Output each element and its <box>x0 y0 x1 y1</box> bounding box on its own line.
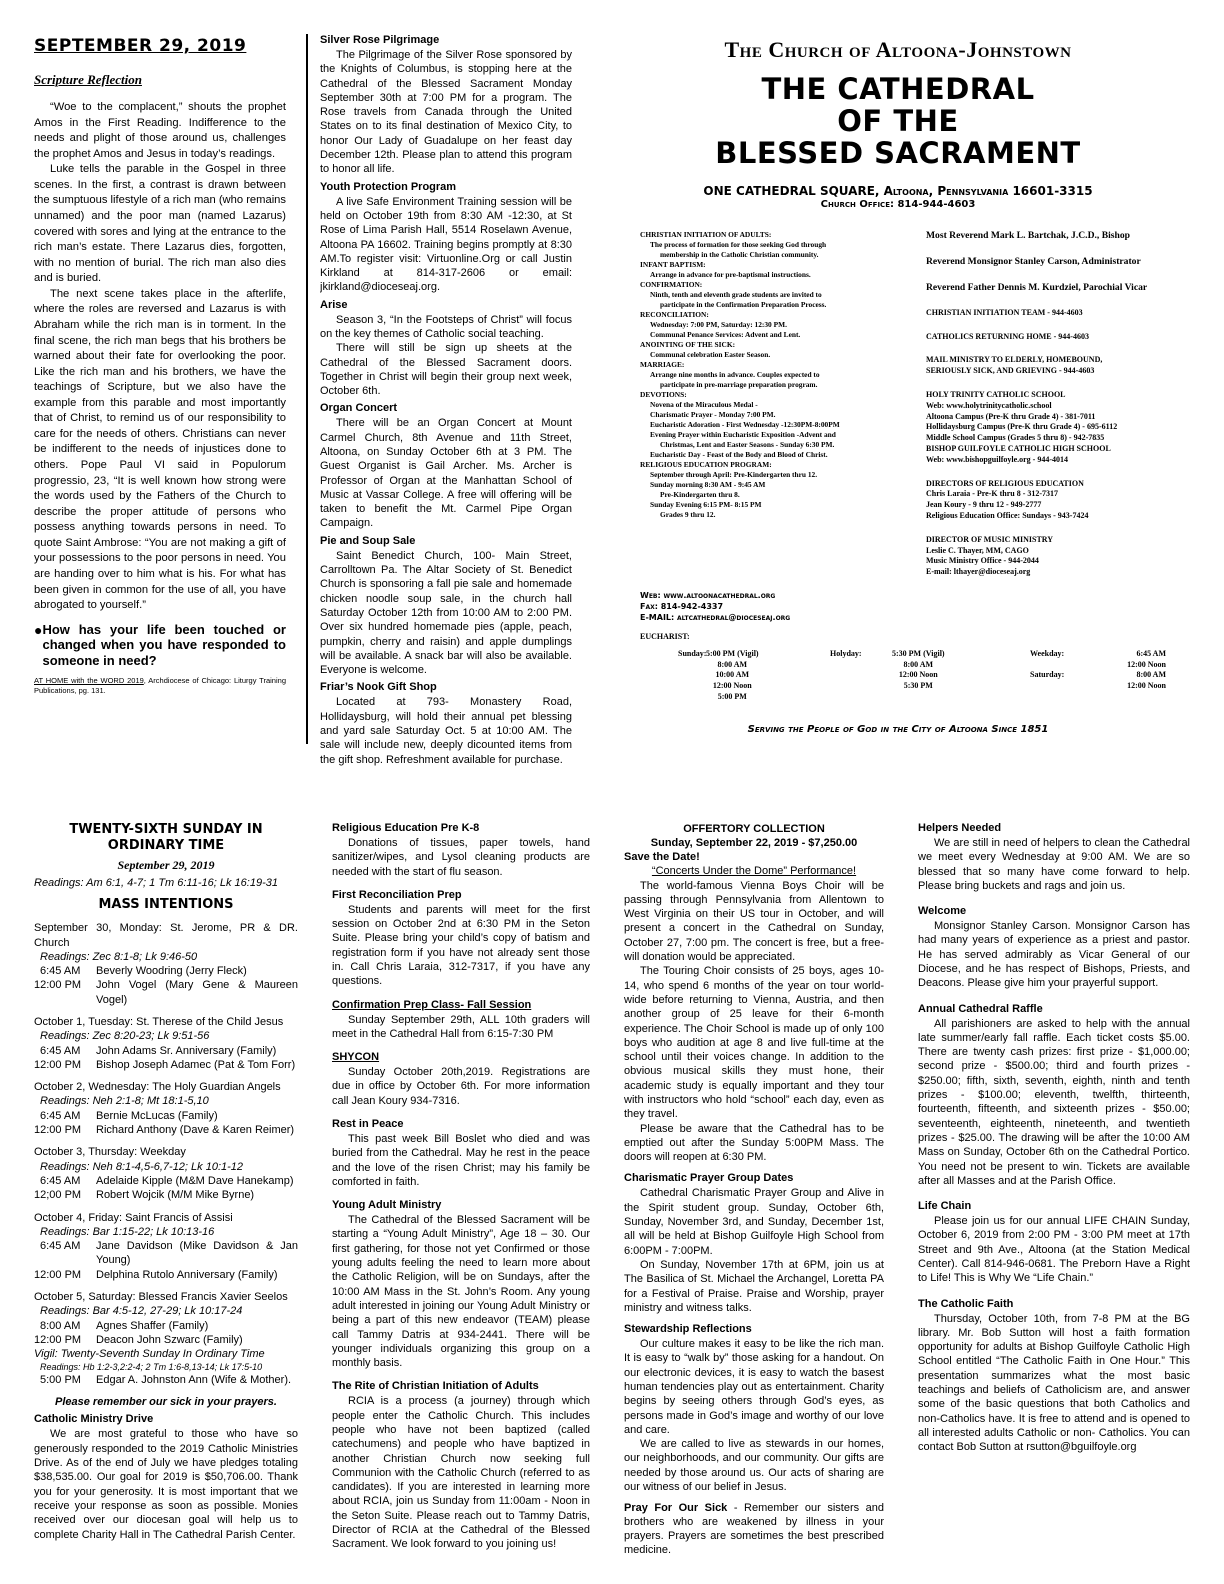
intention-date: October 5, Saturday: Blessed Francis Xavier Seelos <box>34 1291 288 1304</box>
ministry-line: HOLY TRINITY CATHOLIC SCHOOL <box>926 390 1066 399</box>
section-heading: The Rite of Christian Initiation of Adults <box>332 1380 539 1393</box>
sacrament-line: Charismatic Prayer - Monday 7:00 PM. <box>650 409 776 419</box>
reflection-paragraph: “Woe to the complacent,” shouts the prophet Amos in the First Reading. Indifference to the needs and plight of those around us, challenges the prophet Amos and Jesus in today’s readings. <box>34 101 286 160</box>
intention-name: Edgar A. Johnston Ann (Wife & Mother). <box>96 1374 292 1387</box>
sacrament-line: Wednesday: 7:00 PM, Saturday: 12:30 PM. <box>650 319 787 329</box>
save-date-heading: Save the Date! <box>624 850 700 863</box>
saturday-times <box>1090 670 1166 681</box>
ministry-line: Hollidaysburg Campus (Pre-K thru Grade 4) - 695-6112 <box>926 422 1118 432</box>
sacrament-line: Christmas, Lent and Easter Seasons - Sunday 6:30 PM. <box>660 439 835 449</box>
saturday-label: Saturday: <box>1030 670 1065 680</box>
mass-time: 8:00 AM <box>717 659 748 669</box>
vigil-title: Vigil: Twenty-Seventh Sunday In Ordinary Time <box>34 1348 265 1361</box>
ministry-line: CHRISTIAN INITIATION TEAM - 944-4603 <box>926 307 1083 317</box>
section-heading: Annual Cathedral Raffle <box>918 1002 1043 1015</box>
intention-row <box>34 1239 298 1268</box>
intention-readings: Readings: Bar 1:15-22; Lk 10:13-16 <box>40 1225 215 1238</box>
pray-for-sick-note: Please remember our sick in your prayers. <box>55 1395 277 1408</box>
bulletin-date: SEPTEMBER 29, 2019 <box>34 36 247 56</box>
ministry-line: Altoona Campus (Pre-K thru Grade 4) - 381-7011 <box>926 411 1096 421</box>
intention-day <box>34 1290 298 1387</box>
eucharist-label: EUCHARIST: <box>640 632 690 641</box>
sacrament-line: Evening Prayer within Eucharistic Exposition -Advent and <box>650 429 836 439</box>
concert-paragraph: The Touring Choir consists of 25 boys, ages 10-14, who spend 6 months of the year on tour world-wide before returning to Vienna, Austria, and then another group of 25 leave for their 6-month experience. The Choir School is made up of only 100 boys who audition at age 8 and live full-time at the school until their voices change. In addition to the obvious musical skills they must hone, their academic study is equally important and they tour with instructors who hold “school” each day, even as they travel. <box>624 965 884 1121</box>
section-heading: Pie and Soup Sale <box>320 534 416 547</box>
section-heading: Young Adult Ministry <box>332 1199 442 1212</box>
ministry-line: Leslie C. Thayer, MM, CAGO <box>926 545 1029 555</box>
mass-time: 5:00 PM <box>717 691 747 701</box>
section-paragraph: Thursday, October 10th, from 7-8 PM at the BG library. Mr. Bob Sutton will host a faith formation opportunity for adults at Bishop Guilfoyle Catholic High School entitled “The Catholic Faith in One Hour.” This presentation summarizes what the most basic teachings and beliefs of Catholicism are, and answer some of the basic questions that both Catholics and non-Catholics have. It is free to attend and is opened to all interested adults Catholic or non- Catholics. You can contact Bob Sutton at rsutton@bguilfoyle.org <box>918 1312 1190 1454</box>
section-paragraph: RCIA is a process (a journey) through which people enter the Catholic Church. This includes people who have not been baptized (called catechumens) and people who have baptized in another Christian Church now seeking full Communion with the Catholic Church (referred to as candidates). If you are interested in learning more about RCIA, join us Sunday from 11:00am - Noon in the Seton Suite. Please reach out to Tammy Datris, Director of RCIA at the Cathedral of the Blessed Sacrament. We look forward to you joining us! <box>332 1395 590 1551</box>
intention-day <box>34 1015 298 1072</box>
reflection-paragraph: The next scene takes place in the afterlife, where the roles are reversed and Lazarus is with Abraham while the rich man is in torment. In the final scene, the rich man begs that his brothers be warned about their fate for overlooking the poor. Like the rich man and his brothers, we have the teachings of Scripture, but we also have the example from this parable and most importantly that of Christ, to remind us of our responsibility to care for the needs of others. Christians can never be indifferent to the needs of injustices done to others. Pope Paul VI said in Populorum progressio, 23, “It is well known how strong were the words used by the Fathers of the Church to describe the proper attitude of persons who possess anything towards persons in need. To quote Saint Ambrose: “You are not making a gift of your possessions to the poor persons in need. You are handing over to him what is his. For what has been given in common for the use of all, you have abrogated to yourself.” <box>34 287 286 612</box>
intention-name: Beverly Woodring (Jerry Fleck) <box>96 965 247 978</box>
intention-row <box>34 1333 298 1347</box>
section-heading: SHYCON <box>332 1051 380 1064</box>
intention-readings: Readings: Bar 4:5-12, 27-29; Lk 10:17-24 <box>40 1305 243 1318</box>
mass-intentions-column <box>34 822 298 1542</box>
sacrament-line: Grades 9 thru 12. <box>660 509 716 519</box>
intention-time: 12:00 PM <box>34 1124 82 1137</box>
section-heading: Religious Education Pre K-8 <box>332 822 480 834</box>
ministry-line: Most Reverend Mark L. Bartchak, J.C.D., Bishop <box>926 230 1130 241</box>
fax-number: Fax: 814-942-4337 <box>640 602 724 612</box>
sacrament-line: The process of formation for those seeking God through <box>650 239 827 249</box>
intention-time: 6:45 AM <box>40 1240 81 1253</box>
intention-readings: Readings: Zec 8:1-8; Lk 9:46-50 <box>40 950 198 963</box>
cathedral-title: THE CATHEDRAL OF THE BLESSED SACRAMENT <box>715 71 1081 170</box>
announcements-column-bottom-4 <box>918 822 1190 1455</box>
intention-date: October 1, Tuesday: St. Therese of the Child Jesus <box>34 1015 284 1028</box>
concert-paragraph: Please be aware that the Cathedral has to be emptied out after the Sunday 5:00PM Mass. The doors will reopen at 6:30 PM. <box>624 1122 884 1164</box>
section-heading: Youth Protection Program <box>320 180 457 193</box>
stewardship-paragraph: We are called to live as stewards in our homes, our neighborhoods, and our community. Our gifts are needed by those around us. Our acts of sharing are our witness of our belief in Jesus. <box>624 1438 884 1494</box>
vigil-readings: Readings: Hb 1:2-3,2:2-4; 2 Tm 1:6-8,13-14; Lk 17:5-10 <box>40 1361 263 1372</box>
reflection-title: Scripture Reflection <box>34 71 142 87</box>
mass-time: 5:30 PM <box>903 681 933 691</box>
charismatic-paragraph: On Sunday, November 17th at 6PM, join us at The Basilica of St. Michael the Archangel, Loretta PA for a Festival of Praise. Praise and Worship, prayer ministry and witness talks. <box>624 1258 884 1314</box>
weekday-times <box>1090 649 1166 660</box>
sacrament-line: Ninth, tenth and eleventh grade students are invited to <box>650 289 822 299</box>
section-heading: Silver Rose Pilgrimage <box>320 34 440 46</box>
mass-time: 5:00 PM (Vigil) <box>706 648 759 658</box>
sacrament-line: INFANT BAPTISM: <box>640 259 706 269</box>
sacrament-line: MARRIAGE: <box>640 359 685 369</box>
ministry-line: Reverend Monsignor Stanley Carson, Administrator <box>926 255 1141 267</box>
mass-time: 8:00 AM <box>1136 670 1166 680</box>
section-paragraph: Season 3, “In the Footsteps of Christ” will focus on the key themes of Catholic social teaching. <box>320 313 572 340</box>
intention-name: Delphina Rutolo Anniversary (Family) <box>96 1268 278 1281</box>
offertory-collection: OFFERTORY COLLECTION Sunday, September 22, 2019 - $7,250.00 <box>650 823 858 850</box>
sacrament-line: participate in pre-marriage preparation program. <box>660 379 818 389</box>
sunday-title: TWENTY-SIXTH SUNDAY IN ORDINARY TIME <box>69 822 263 854</box>
intention-time: 6:45 AM <box>40 1174 81 1187</box>
sacrament-line: September through April: Pre-Kindergarten thru 12. <box>650 469 818 479</box>
mass-time: 12:00 Noon <box>1127 659 1166 669</box>
sunday-label: Sunday: <box>678 648 707 658</box>
sacrament-line: CONFIRMATION: <box>640 279 703 289</box>
reflection-source: AT HOME with the WORD 2019, Archdiocese of Chicago: Liturgy Training Publications, pg. 131. <box>34 676 286 695</box>
drive-heading: Catholic Ministry Drive <box>34 1413 154 1426</box>
sacrament-line: RELIGIOUS EDUCATION PROGRAM: <box>640 459 772 469</box>
section-paragraph: Sunday September 29th, ALL 10th graders will meet in the Cathedral Hall from 6:15-7:30 PM <box>332 1013 590 1040</box>
charismatic-paragraph: Cathedral Charismatic Prayer Group and Alive in the Spirit student group. Sunday, October 6th, Sunday, November 3rd, and Sunday, December 1st, all will be held at Bishop Guilfoyle High School from 6:00PM - 7:00PM. <box>624 1187 884 1257</box>
section-paragraph: Donations of tissues, paper towels, hand sanitizer/wipes, and Lysol cleaning products are needed with the start of flu season. <box>332 836 590 878</box>
sacrament-line: Arrange nine months in advance. Couples expected to <box>650 369 820 379</box>
intention-readings: Readings: Neh 8:1-4,5-6,7-12; Lk 10:1-12 <box>40 1160 244 1173</box>
announcements-column-bottom-3 <box>624 822 884 1558</box>
intention-row <box>34 1044 298 1058</box>
holyday-times <box>892 649 945 703</box>
sunday-date: September 29, 2019 <box>117 857 215 872</box>
intention-date: September 30, Monday: St. Jerome, PR & DR. Church <box>34 922 298 949</box>
sacrament-line: Communal celebration Easter Season. <box>650 349 771 359</box>
section-paragraph: Sunday October 20th,2019. Registrations are due in office by October 6th. For more information call Jean Koury 934-7316. <box>332 1066 590 1107</box>
announcements-column-top <box>320 34 572 767</box>
sacrament-line: Sunday Evening 6:15 PM- 8:15 PM <box>650 499 762 509</box>
section-paragraph: Students and parents will meet for the first session on October 2nd at 6:30 PM in the Seton Suite. Please bring your child’s copy of batism and registration form if you have not already sent those in. Call Chris Laraia, 312-7317, if you have any questions. <box>332 903 590 988</box>
scripture-reflection-column <box>34 36 286 695</box>
stewardship-paragraph: Our culture makes it easy to be like the rich man. It is easy to “walk by” those asking for a handout. On our electronic devices, it is easy to watch the basest human tendencies play out as entertainment. Charity begins by seeing others through God’s eyes, as persons made in God’s image and worthy of our love and care. <box>624 1338 884 1436</box>
announcements-column-bottom-2 <box>332 822 590 1552</box>
sacrament-line: membership in the Catholic Christian community. <box>660 249 819 259</box>
intention-name: John Vogel (Mary Gene & Maureen Vogel) <box>96 979 298 1006</box>
intention-time: 6:45 AM <box>40 1044 81 1057</box>
section-heading: Confirmation Prep Class- Fall Session <box>332 998 532 1011</box>
clergy-and-ministries <box>926 230 1188 578</box>
section-heading: Organ Concert <box>320 402 398 415</box>
section-paragraph: The Pilgrimage of the Silver Rose sponsored by the Knights of Columbus, is stopping here at the Cathedral of the Blessed Sacrament Monday September 30th at 7:00 PM for a program. The Rose travels from Canada through the United States on to its final destination of Mexico City, to honor Our Lady of Guadalupe on her feast day December 12th. Please plan to attend this program to honor all life. <box>320 48 572 176</box>
sacrament-line: Communal Penance Services: Advent and Lent. <box>650 329 801 339</box>
contact-info <box>640 590 900 624</box>
church-name: The Church of Altoona-Johnstown <box>724 37 1072 62</box>
intention-time: 12:00 PM <box>34 979 82 992</box>
intention-readings: Readings: Neh 2:1-8; Mt 18:1-5,10 <box>40 1095 209 1108</box>
mass-time: 10:00 AM <box>715 670 750 680</box>
mass-time: 6:45 AM <box>1136 648 1166 658</box>
mass-intentions-list <box>34 921 298 1387</box>
sacrament-line: RECONCILIATION: <box>640 309 709 319</box>
intention-row <box>34 1188 298 1202</box>
intention-row <box>34 1373 298 1387</box>
intention-row <box>34 1123 298 1137</box>
section-paragraph: All parishioners are asked to help with the annual late summer/early fall raffle. Each ticket costs $5.00. There are twenty cash prizes: first prize - $1,000.00; second prize - $500.00; third and fourth prizes - $250.00; fifth, sixth, seventh, eighth, ninth and tenth prizes - $100.00; eleventh, twelfth, thirteenth, fourteenth, fifteenth, and sixteenth prizes - $50.00; seventeenth, eighteenth, nineteenth, and twentieth prizes - $25.00. The drawing will be after the 10:00 AM Mass on Sunday, October 6th on the Cathedral Portico. You need not be present to win. Tickets are available after all Masses and at the Parish Office. <box>918 1017 1190 1187</box>
reflection-question: ● How has your life been touched or changed when you have responded to someone in need? <box>34 621 286 668</box>
mass-time: 12:00 Noon <box>712 681 752 691</box>
office-phone: Church Office: 814-944-4603 <box>820 198 976 210</box>
intention-row <box>34 1058 298 1072</box>
section-paragraph: Saint Benedict Church, 100- Main Street, Carrolltown Pa. The Altar Society of St. Benedict Church is sponsoring a fall pie sale and homemade chicken noodle soup sale, in the church hall Saturday October 12th from 10:00 AM to 2:00 PM. Over six hundred homemade pies (apple, peach, pumpkin, cherry and raisin) and apple dumplings will be available. A snack bar will also be available. Everyone is welcome. <box>320 549 572 677</box>
intention-readings: Readings: Zec 8:20-23; Lk 9:51-56 <box>40 1030 210 1043</box>
sacrament-line: DEVOTIONS: <box>640 389 687 399</box>
intention-day <box>34 921 298 1007</box>
charismatic-heading: Charismatic Prayer Group Dates <box>624 1172 794 1185</box>
ministry-line: Web: www.holytrinitycatholic.school <box>926 400 1052 410</box>
intention-day <box>34 1080 298 1137</box>
ministry-line: Middle School Campus (Grades 5 thru 8) - 942-7835 <box>926 433 1105 443</box>
ministry-line: DIRECTOR OF MUSIC MINISTRY <box>926 534 1054 544</box>
sacrament-line: Pre-Kindergarten thru 8. <box>660 489 740 499</box>
column-divider <box>306 34 308 744</box>
section-paragraph: We are still in need of helpers to clean the Cathedral we meet every Wednesday at 9:00 AM. We are so blessed that so many have come forward to help. Please bring buckets and rags and join us. <box>918 836 1190 892</box>
sacrament-line: Arrange in advance for pre-baptismal instructions. <box>650 269 811 279</box>
ministry-line: CATHOLICS RETURNING HOME - 944-4603 <box>926 331 1089 341</box>
section-heading: Rest in Peace <box>332 1118 404 1131</box>
intention-date: October 4, Friday: Saint Francis of Assisi <box>34 1211 233 1224</box>
serving-tagline: Serving the People of God in the City of Altoona Since 1851 <box>747 724 1049 735</box>
intention-time: 12:00 PM <box>34 1058 82 1071</box>
sunday-times <box>706 649 759 703</box>
mass-time: 8:00 AM <box>903 659 934 669</box>
intention-day <box>34 1145 298 1202</box>
ministry-line: SERIOUSLY SICK, AND GRIEVING - 944-4603 <box>926 366 1095 376</box>
intention-name: Richard Anthony (Dave & Karen Reimer) <box>96 1124 295 1137</box>
section-paragraph: A live Safe Environment Training session will be held on October 19th from 8:30 AM -12:30, at St Rose of Lima Parish Hall, 5514 Roselawn Avenue, Altoona PA 16602. Training begins promptly at 8:30 AM.To register visit: Virtuonline.Org or call Justin Kirkland at 814-317-2606 or email: jkirkland@dioceseaj.org. <box>320 195 572 294</box>
website-link[interactable]: Web: www.altoonacathedral.org <box>640 591 776 600</box>
intention-row <box>34 964 298 978</box>
intention-row <box>34 1174 298 1188</box>
intention-time: 12:00 PM <box>34 1333 82 1346</box>
section-paragraph: The Cathedral of the Blessed Sacrament will be starting a “Young Adult Ministry”, Age 18 – 30. Our first gathering, for those not yet Confirmed or those young adults feeling the need to learn more about the Catholic Religion, will be on Sundays, after the 10:00 AM Mass in the St. John’s Room. Any young adult interested in joining our Young Adult Ministry or being a part of this new endeavor (TEAM) please call Tammy Datris at 934-2441. There will be younger individuals organizing this group on a monthly basis. <box>332 1214 590 1370</box>
ministry-line: Jean Koury - 9 thru 12 - 949-2777 <box>926 500 1042 510</box>
email-link[interactable]: E-MAIL: altcathedral@dioceseaj.org <box>640 613 791 623</box>
section-heading: The Catholic Faith <box>918 1297 1014 1310</box>
section-heading: Friar’s Nook Gift Shop <box>320 681 437 694</box>
ministry-line: Music Ministry Office - 944-2044 <box>926 556 1039 566</box>
section-paragraph: Please join us for our annual LIFE CHAIN Sunday, October 6, 2019 from 2:00 PM - 3:00 PM meet at 17th Street and 9th Ave., Altoona (at the Station Medical Center). Call 814-946-0681. The Preborn Have a Right to Life! This is Why We “Life Chain.” <box>918 1215 1190 1285</box>
sacrament-line: participate in the Confirmation Preparation Process. <box>660 299 827 309</box>
intention-name: John Adams Sr. Anniversary (Family) <box>96 1044 277 1057</box>
pray-for-sick: Pray For Our Sick - Remember our sisters and brothers who are weakened by illness in your prayers. Prayers are sometimes the best prescribed medicine. <box>624 1502 884 1557</box>
bullet-icon: ● <box>34 621 43 638</box>
intention-row <box>34 1109 298 1123</box>
section-heading: Arise <box>320 298 348 311</box>
stewardship-heading: Stewardship Reflections <box>624 1323 752 1336</box>
ministry-line: MAIL MINISTRY TO ELDERLY, HOMEBOUND, <box>926 355 1103 365</box>
ministry-line: Religious Education Office: Sundays - 943-7424 <box>926 510 1089 520</box>
mass-time: 5:30 PM (Vigil) <box>892 648 945 658</box>
eucharist-schedule <box>640 632 1190 703</box>
section-paragraph: There will still be sign up sheets at the Cathedral of the Blessed Sacrament doors. Together in Christ will begin their group next week, October 6th. <box>320 342 572 398</box>
section-paragraph: This past week Bill Boslet who died and was buried from the Cathedral. May he rest in the peace and the love of the risen Christ; may his family be comforted in faith. <box>332 1133 590 1188</box>
section-paragraph: Monsignor Stanley Carson. Monsignor Carson has had many years of experience as a priest and pastor. He has served admirably as Vicar General of our Diocese, and he has respect of Bishops, Priests, and Deacons. Please give him your prayerful support. <box>918 920 1190 990</box>
concert-paragraph: The world-famous Vienna Boys Choir will be passing through Pennsylvania from Allentown to West Virginia on their US tour in October, and will present a concert in the Cathedral on Sunday, October 27, 7:00 pm. The concert is free, but a free-will donation would be appreciated. <box>624 879 884 964</box>
sacrament-line: Novena of the Miraculous Medal - <box>650 399 758 409</box>
intention-name: Robert Wojcik (M/M Mike Byrne) <box>96 1189 255 1202</box>
ministry-line: BISHOP GUILFOYLE CATHOLIC HIGH SCHOOL <box>926 443 1111 453</box>
drive-paragraph: We are most grateful to those who have so generously responded to the 2019 Catholic Ministries Drive. As of the end of July we have pledges totaling $38,535.00. Our goal for 2019 is $50,706.00. Thank you for your generosity. It is most important that we receive your response as soon as possible. Monies received over our diocesan goal will help us to complete Charity Hall in The Cathedral Parish Center. <box>34 1428 298 1541</box>
intention-row <box>34 1319 298 1333</box>
ministry-line: DIRECTORS OF RELIGIOUS EDUCATION <box>926 478 1084 488</box>
ministry-line: Web: www.bishopguilfoyle.org - 944-4014 <box>926 454 1069 464</box>
intention-time: 12:00 PM <box>34 1268 82 1281</box>
intention-name: Jane Davidson (Mike Davidson & Jan Young) <box>96 1240 298 1267</box>
ministry-line: E-mail: lthayer@dioceseaj.org <box>926 567 1031 577</box>
intention-row <box>34 1268 298 1282</box>
intention-name: Adelaide Kipple (M&M Dave Hanekamp) <box>96 1174 294 1187</box>
section-heading: Helpers Needed <box>918 822 1002 834</box>
intention-time: 5:00 PM <box>40 1374 81 1387</box>
intention-time: 12;00 PM <box>34 1189 82 1202</box>
sacrament-line: Eucharistic Day - Feast of the Body and Blood of Christ. <box>650 449 828 459</box>
section-paragraph: Located at 793- Monastery Road, Hollidaysburg, will hold their annual pet blessing and yard sale Saturday Oct. 5 at 10:00 AM. The sale will include new, deeply dicounted items from the gift shop. Refreshment available for purchase. <box>320 696 572 766</box>
intention-time: 6:45 AM <box>40 1109 81 1122</box>
sunday-readings: Readings: Am 6:1, 4-7; 1 Tm 6:11-16; Lk 16:19-31 <box>34 876 278 889</box>
section-paragraph: There will be an Organ Concert at Mount Carmel Church, 8th Avenue and 11th Street, Altoona, on Sunday October 6th at 3 PM. The Guest Organist is Gail Archer. Ms. Archer is Professor of Organ at the Manhattan School of Music at Vassar College. A free will offering will be taken to benefit the Mt. Carmel Pipe Organ Campaign. <box>320 417 572 530</box>
sacraments-list <box>640 230 890 520</box>
intention-name: Agnes Shaffer (Family) <box>96 1319 209 1332</box>
section-heading: Life Chain <box>918 1200 972 1213</box>
section-heading: Welcome <box>918 905 967 918</box>
intention-time: 6:45 AM <box>40 965 81 978</box>
source-link[interactable]: AT HOME with the WORD 2019 <box>34 676 144 686</box>
holyday-label: Holyday: <box>830 648 862 658</box>
mass-time: 12:00 Noon <box>1127 681 1166 691</box>
intention-name: Bishop Joseph Adamec (Pat & Tom Forr) <box>96 1058 296 1071</box>
concert-subtitle: “Concerts Under the Dome” Performance! <box>651 864 857 877</box>
sacrament-line: Eucharistic Adoration - First Wednesday -12:30PM-8:00PM <box>650 419 840 429</box>
sacrament-line: ANOINTING OF THE SICK: <box>640 339 736 349</box>
mass-intentions-heading: MASS INTENTIONS <box>98 896 234 912</box>
intention-day <box>34 1211 298 1282</box>
intention-date: October 2, Wednesday: The Holy Guardian Angels <box>34 1081 281 1094</box>
masthead <box>606 36 1190 212</box>
address: ONE CATHEDRAL SQUARE, Altoona, Pennsylvania 16601-3315 <box>703 183 1093 198</box>
intention-row <box>34 978 298 1007</box>
ministry-line: Chris Laraia - Pre-K thru 8 - 312-7317 <box>926 489 1059 499</box>
intention-date: October 3, Thursday: Weekday <box>34 1146 186 1159</box>
intention-time: 8:00 AM <box>40 1319 81 1332</box>
sacrament-line: CHRISTIAN INITIATION OF ADULTS: <box>640 230 772 239</box>
ministry-line: Reverend Father Dennis M. Kurdziel, Parochial Vicar <box>926 281 1148 293</box>
mass-time: 12:00 Noon <box>898 670 938 680</box>
reflection-paragraph: Luke tells the parable in the Gospel in three scenes. In the first, a contrast is drawn between the sumptuous lifestyle of a rich man (who remains unnamed) and the poor man (named Lazarus) covered with sores and lying at the entrance to the rich man’s estate. There Lazarus dies, forgotten, with no mention of burial. The rich man also dies and is buried. <box>34 163 286 285</box>
intention-name: Deacon John Szwarc (Family) <box>96 1333 243 1346</box>
weekday-label: Weekday: <box>1030 648 1065 658</box>
intention-name: Bernie McLucas (Family) <box>96 1109 218 1122</box>
sacrament-line: Sunday morning 8:30 AM - 9:45 AM <box>650 479 766 489</box>
section-heading: First Reconciliation Prep <box>332 888 462 901</box>
